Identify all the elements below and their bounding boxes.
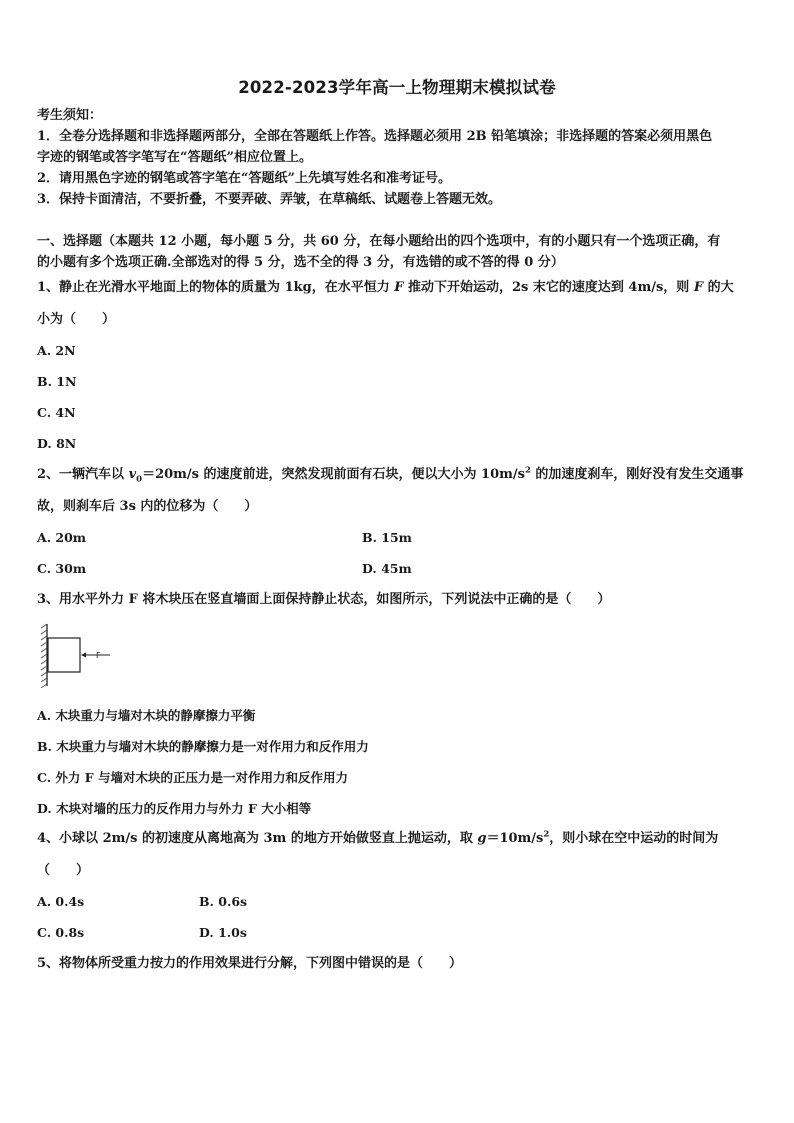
block-against-wall-figure <box>40 622 120 688</box>
q1-option-b[interactable]: B. 1N <box>37 374 77 389</box>
question-2-stem: 2、一辆汽车以 $v_0=20m/s$ 的速度前进，突然发现前面有石块，便以大小为 $10m/s^2$ 的加速度刹车，刚好没有发生交通事 <box>37 465 744 485</box>
q3-option-c[interactable]: C. 外力 F 与墙对木块的正压力是一对作用力和反作用力 <box>37 770 349 785</box>
wood-block <box>48 638 80 672</box>
question-3-stem: 3、用水平外力 F 将木块压在竖直墙面上面保持静止状态，如图所示，下列说法中正确的是（ ） <box>37 592 611 607</box>
q4-option-c[interactable]: C. 0.8s <box>37 925 85 940</box>
q4-option-b[interactable]: B. 0.6s <box>199 894 248 909</box>
q1-option-c[interactable]: C. 4N <box>37 405 76 420</box>
question-4-stem: 4、小球以 2m/s 的初速度从离地高为 3m 的地方开始做竖直上抛运动，取 $g=10m/s^2$，则小球在空中运动的时间为 <box>37 829 719 846</box>
q2-option-d[interactable]: D. 45m <box>362 561 412 576</box>
page-title: 2022-2023学年高一上物理期末模拟试卷 <box>238 78 556 97</box>
q1-option-a[interactable]: A. 2N <box>37 343 76 358</box>
q3-option-d[interactable]: D. 木块对墙的压力的反作用力与外力 F 大小相等 <box>37 801 312 816</box>
notice-item-1: 1．全卷分选择题和非选择题两部分，全部在答题纸上作答。选择题必须用 2B 铅笔填涂；非选择题的答案必须用黑色 <box>37 129 713 144</box>
q4-option-a[interactable]: A. 0.4s <box>37 894 85 909</box>
question-2-stem-cont: 故，则刹车后 3s 内的位移为（ ） <box>37 499 258 514</box>
notice-item-3: 3．保持卡面清洁，不要折叠，不要弄破、弄皱，在草稿纸、试题卷上答题无效。 <box>37 192 502 207</box>
q1-option-d[interactable]: D. 8N <box>37 436 77 451</box>
q2-option-b[interactable]: B. 15m <box>362 530 412 545</box>
question-4-stem-cont: （ ） <box>37 863 90 878</box>
notice-item-1-cont: 字迹的钢笔或答字笔写在“答题纸”相应位置上。 <box>37 150 312 165</box>
force-label: F <box>96 651 101 660</box>
notice-heading: 考生须知： <box>37 108 103 123</box>
q3-option-a[interactable]: A. 木块重力与墙对木块的静摩擦力平衡 <box>37 708 256 723</box>
q3-option-b[interactable]: B. 木块重力与墙对木块的静摩擦力是一对作用力和反作用力 <box>37 739 369 754</box>
q4-option-d[interactable]: D. 1.0s <box>199 925 247 940</box>
q2-option-c[interactable]: C. 30m <box>37 561 87 576</box>
question-1-stem: 1、静止在光滑水平地面上的物体的质量为 1kg，在水平恒力 F 推动下开始运动，2s 末它的速度达到 4m/s，则 F 的大 <box>37 280 734 295</box>
notice-item-2: 2．请用黑色字迹的钢笔或答字笔在“答题纸”上先填写姓名和准考证号。 <box>37 171 452 186</box>
q2-option-a[interactable]: A. 20m <box>37 530 87 545</box>
wall-hatching <box>41 624 47 688</box>
section-header-line-1: 一、选择题（本题共 12 小题，每小题 5 分，共 60 分，在每小题给出的四个选项中，有的小题只有一个选项正确，有 <box>37 234 721 249</box>
section-header-line-2: 的小题有多个选项正确.全部选对的得 5 分，选不全的得 3 分，有选错的或不答的得 0 分） <box>37 255 564 270</box>
question-5-stem: 5、将物体所受重力按力的作用效果进行分解，下列图中错误的是（ ） <box>37 956 463 971</box>
force-arrow-head <box>81 653 86 658</box>
question-1-stem-cont: 小为（ ） <box>37 312 116 327</box>
